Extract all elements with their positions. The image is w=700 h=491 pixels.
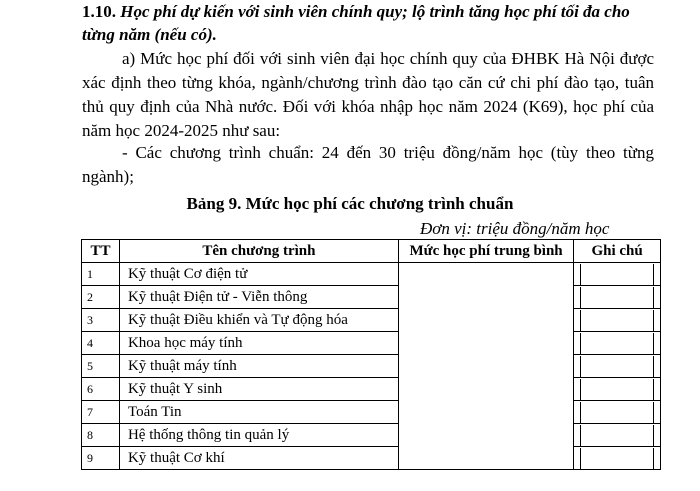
header-note: Ghi chú — [574, 240, 661, 263]
header-tt: TT — [82, 240, 120, 263]
note-cell — [574, 355, 661, 378]
header-average-fee: Mức học phí trung bình — [398, 240, 573, 263]
note-box — [580, 264, 654, 285]
note-box — [580, 287, 654, 308]
table-row — [82, 378, 661, 401]
note-cell — [574, 332, 661, 355]
note-cell — [574, 447, 661, 470]
row-number: 6 — [82, 378, 120, 401]
table-unit-note: Đơn vị: triệu đồng/năm học — [420, 219, 610, 238]
paragraph-standard-programs: - Các chương trình chuẩn: 24 đến 30 triệu đồng/năm học (tùy theo từng ngành); — [82, 143, 654, 186]
table-row — [82, 332, 661, 355]
program-name: Kỹ thuật Y sinh — [119, 378, 398, 401]
note-cell — [574, 378, 661, 401]
row-number: 5 — [82, 355, 120, 378]
section-title: Học phí dự kiến với sinh viên chính quy; lộ trình tăng học phí tối đa cho từng năm (nếu có). — [82, 2, 630, 44]
note-cell — [574, 263, 661, 286]
section-heading — [82, 0, 657, 46]
table-caption: Bảng 9. Mức học phí các chương trình chuẩn — [186, 194, 514, 213]
row-number: 7 — [82, 401, 120, 424]
row-number: 8 — [82, 424, 120, 447]
row-number: 2 — [82, 286, 120, 309]
note-box — [580, 333, 654, 354]
table-row — [82, 355, 661, 378]
note-cell — [574, 309, 661, 332]
note-box — [580, 310, 654, 331]
program-name: Kỹ thuật Điện tử - Viễn thông — [119, 286, 398, 309]
note-box — [580, 379, 654, 400]
average-fee-cell — [398, 263, 573, 470]
table-row — [82, 263, 661, 286]
section-number: 1.10. — [82, 2, 116, 21]
paragraph-fee-intro: a) Mức học phí đối với sinh viên đại học chính quy của ĐHBK Hà Nội được xác định theo từng khóa, ngành/chương trình đào tạo căn cứ chi phí đào tạo, tuân thủ quy định của Nhà nước. Đối với khóa nhập học năm 2024 (K69), học phí của năm học 2024-2025 như sau: — [82, 49, 654, 140]
table-header-row — [82, 240, 661, 263]
row-number: 1 — [82, 263, 120, 286]
note-cell — [574, 424, 661, 447]
row-number: 4 — [82, 332, 120, 355]
table-row — [82, 309, 661, 332]
table-row — [82, 424, 661, 447]
table-row — [82, 286, 661, 309]
note-box — [580, 425, 654, 446]
table-row — [82, 401, 661, 424]
header-program-name: Tên chương trình — [119, 240, 398, 263]
table-row — [82, 447, 661, 470]
row-number: 9 — [82, 447, 120, 470]
program-name: Hệ thống thông tin quản lý — [119, 424, 398, 447]
program-name: Toán Tin — [119, 401, 398, 424]
program-name: Kỹ thuật Cơ điện tử — [119, 263, 398, 286]
program-name: Kỹ thuật Điều khiển và Tự động hóa — [119, 309, 398, 332]
program-name: Kỹ thuật Cơ khí — [119, 447, 398, 470]
row-number: 3 — [82, 309, 120, 332]
note-box — [580, 402, 654, 423]
note-cell — [574, 286, 661, 309]
program-name: Khoa học máy tính — [119, 332, 398, 355]
note-box — [580, 356, 654, 377]
note-box — [580, 448, 654, 469]
note-cell — [574, 401, 661, 424]
fee-table — [81, 239, 661, 470]
program-name: Kỹ thuật máy tính — [119, 355, 398, 378]
